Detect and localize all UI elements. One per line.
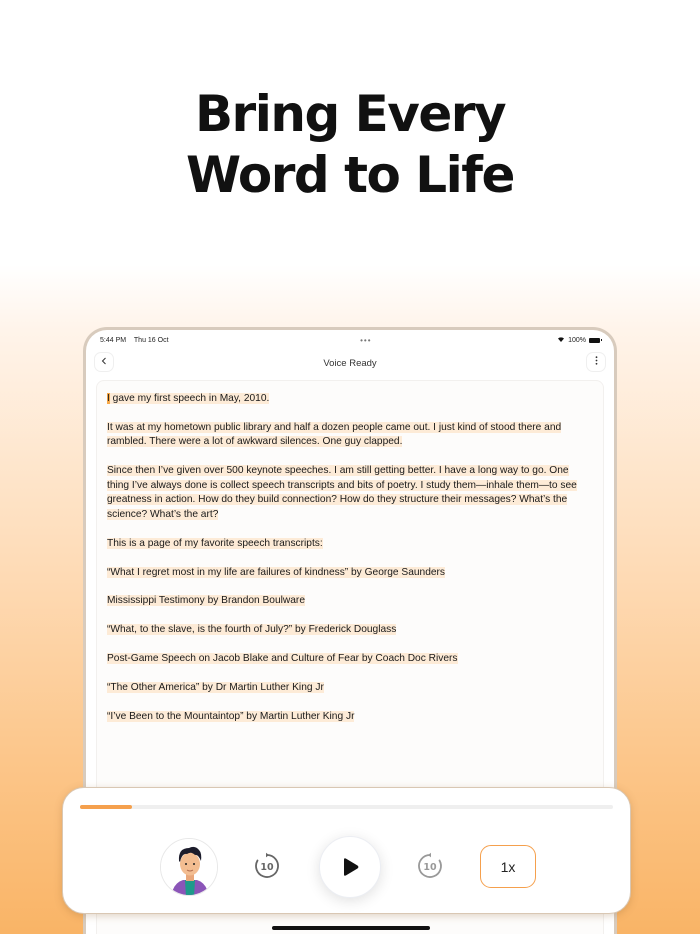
status-time: 5:44 PM [100,336,127,344]
paragraph-3: Since then I’ve given over 500 keynote speeches. I am still getting better. I have a long way to go. One thing I’ve always done is collect speech transcripts and bits of poetry. I study them—inhale them—to see greatness in action. How do they build connection? How do they structure their messages? What’s the science? What’s the art? [107,465,577,520]
play-button[interactable] [319,836,381,898]
transcript-item-2: Mississippi Testimony by Brandon Boulware [107,595,305,607]
forward-10-icon [416,852,444,880]
chevron-left-icon [101,357,107,368]
audio-player-panel [62,787,631,914]
current-word-highlight: I [107,393,110,404]
transcript-item-4: Post-Game Speech on Jacob Blake and Culture of Fear by Coach Doc Rivers [107,653,458,665]
headline [0,84,700,206]
status-left [100,337,175,344]
skip-forward-10-button[interactable] [416,852,444,880]
play-icon [339,856,361,878]
page-title: Voice Ready [323,357,377,369]
multitasking-dots-icon[interactable]: ••• [360,335,372,345]
home-indicator [272,926,430,930]
transcript-item-3: “What, to the slave, is the fourth of July?” by Frederick Douglass [107,624,397,636]
svg-text:10: 10 [423,862,437,873]
status-date: Thu 16 Oct [133,336,169,344]
transcript-item-5: “The Other America” by Dr Martin Luther King Jr [107,682,324,694]
transcript-item-1: “What I regret most in my life are failures of kindness” by George Saunders [107,566,446,578]
skip-back-10-button[interactable] [253,852,281,880]
wifi-icon [557,336,565,344]
transcript-item-6: “I’ve Been to the Mountaintop” by Martin Luther King Jr [107,711,355,723]
rewind-10-icon [253,852,281,880]
voice-avatar-button[interactable] [160,838,218,896]
paragraph-4: This is a page of my favorite speech transcripts: [107,537,323,549]
progress-fill [80,805,132,809]
headline-line-2: Word to Life [186,146,514,204]
battery-icon [589,338,600,343]
paragraph-2: It was at my hometown public library and half a dozen people came out. I just kind of stood there and rambled. There were a lot of awkward silences. One guy clapped. [107,421,562,448]
more-options-button[interactable] [586,352,606,372]
paragraph-1: I gave my first speech in May, 2010. [107,393,270,404]
more-vertical-icon [595,356,598,368]
back-button[interactable] [94,352,114,372]
headline-line-1: Bring Every [194,85,506,143]
progress-slider[interactable] [80,805,613,809]
nav-bar [86,350,614,376]
voice-avatar-icon [161,839,218,896]
playback-speed-button[interactable]: 1x [480,845,536,888]
player-controls [63,836,630,898]
status-right [557,336,600,344]
status-bar [86,330,614,350]
battery-percent: 100% [568,336,586,344]
svg-text:10: 10 [260,862,274,873]
